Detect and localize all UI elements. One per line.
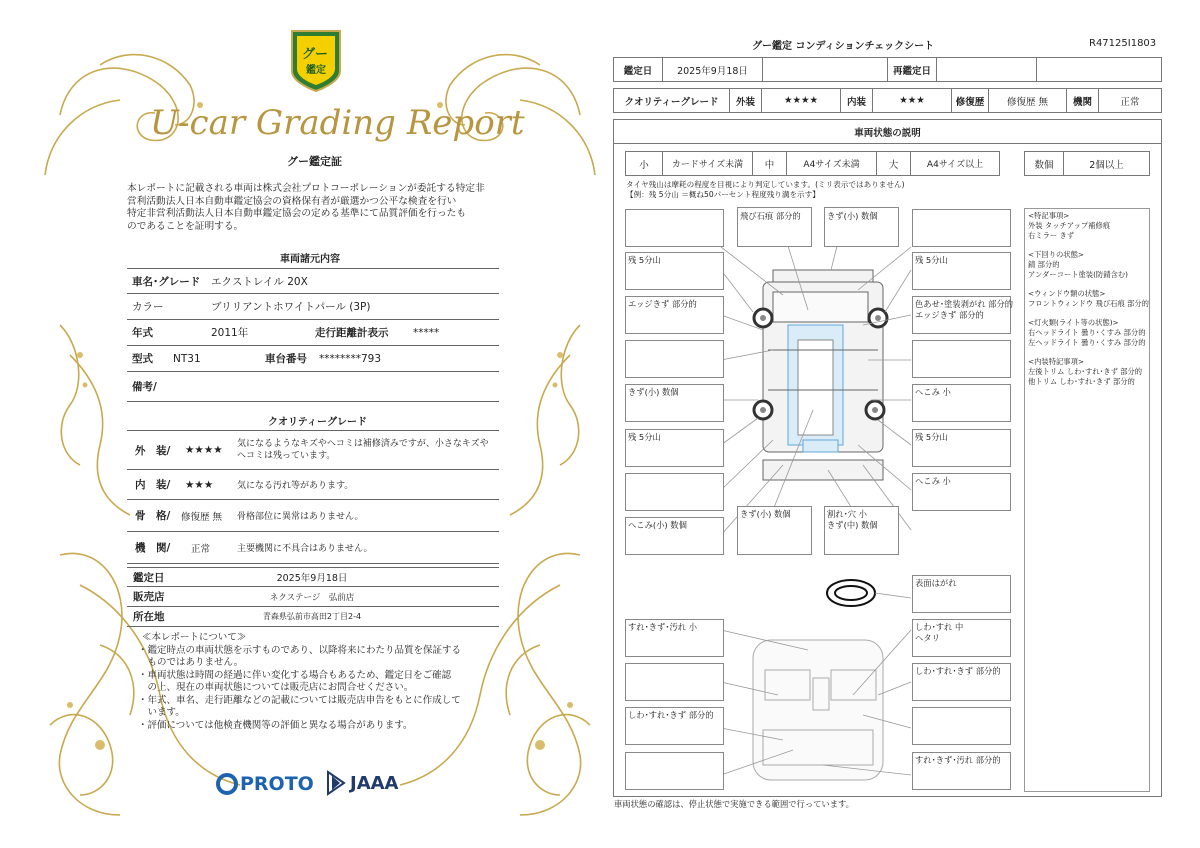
spec-label: 型式 (132, 353, 153, 365)
quality-title: クオリティーグレード (268, 417, 367, 428)
report-title: U-car Grading Report (150, 103, 525, 143)
repair-value: 修復歴 無 (988, 88, 1067, 113)
q-label: 骨 格/ (135, 510, 171, 522)
spec-label: 走行距離計表示 (315, 327, 389, 339)
tire-note-line: 【例：残 5分山 ＝概ね50パーセント程度残り溝を示す】 (626, 190, 820, 199)
spec-value: エクストレイル 20X (211, 275, 308, 288)
label: しわ･すれ･きず 部分的 (915, 666, 1001, 676)
q-text-line: 気になるようなキズやヘコミは補修済みですが、小さなキズや (237, 439, 489, 449)
label: 割れ･穴 小 (827, 509, 867, 519)
legend-l: 大 (876, 151, 911, 176)
i-value: 2025年9月18日 (276, 573, 348, 584)
label: すれ･きず･汚れ 部分的 (915, 755, 1001, 765)
spec-row-model (127, 346, 499, 372)
note-line: ものではありません。 (138, 657, 244, 668)
note-item: 他トリム しわ･すれ･きず 部分的 (1028, 377, 1135, 386)
legend-s-desc: カードサイズ未満 (662, 151, 753, 176)
q-label: 内 装/ (135, 479, 171, 491)
note-title: <内装特記事項> (1028, 357, 1085, 366)
legend-s: 小 (625, 151, 663, 176)
note-line: の上、現在の車両状態については販売店にお問合せください。 (138, 682, 414, 693)
label: エッジきず 部分的 (915, 310, 984, 320)
label: 残 5分山 (628, 255, 661, 265)
q-text-line: ヘコミは残っています。 (237, 451, 336, 461)
label: すれ･きず･汚れ 小 (628, 622, 698, 632)
sheet-title: グー鑑定 コンディションチェックシート (752, 41, 935, 52)
spec-value: ***** (413, 326, 440, 339)
spec-value: NT31 (173, 352, 201, 365)
legend-l-desc: A4サイズ以上 (910, 151, 1000, 176)
int-stars: ★★★ (872, 88, 952, 113)
certificate-line: 本レポートに記載される車両は株式会社プロトコーポレーションが委託する特定非 (127, 183, 485, 194)
legend-m-desc: A4サイズ未満 (786, 151, 877, 176)
label: 飛び石痕 部分的 (740, 211, 801, 221)
label: しわ･すれ･きず 部分的 (628, 710, 714, 720)
ext-box-r1 (912, 209, 1011, 247)
spec-label: 備考/ (132, 381, 157, 393)
int-box-l2 (625, 663, 724, 701)
quality-row-exterior (127, 430, 499, 470)
note-item: アンダーコート塗装(防錆含む) (1028, 270, 1128, 279)
note-line: ・評価については他検査機関等の評価と異なる場合があります。 (138, 719, 413, 731)
note-item: フロントウィンドウ 飛び石痕 部分的 (1028, 299, 1149, 308)
repair-label: 修復歴 (951, 88, 989, 113)
note-line: ・車両状態は時間の経過に伴い変化する場合もあるため、鑑定日をご確認 (138, 669, 452, 681)
logo-text-bottom: 鑑定 (306, 65, 326, 76)
tire-note-line: タイヤ残山は摩耗の程度を目視により判定しています。(ミリ表示ではありません) (626, 180, 905, 189)
inspect-row-date (127, 567, 499, 587)
specs-title: 車両諸元内容 (280, 254, 340, 265)
spec-value: ********793 (319, 352, 382, 365)
sheet-number: R47125I1803 (1089, 38, 1157, 49)
note-line: ・鑑定時点の車両状態を示すものであり、以降将来にわたり品質を保証する (138, 644, 462, 656)
redate-blank (1036, 57, 1162, 82)
quality-row-interior (127, 470, 499, 500)
label: 残 5分山 (915, 255, 948, 265)
label: きず(小) 数個 (827, 211, 878, 221)
count-label: 数個 (1024, 151, 1064, 176)
redate-label: 再鑑定日 (887, 57, 937, 82)
condition-title: 車両状態の説明 (613, 119, 1162, 144)
spec-row-year (127, 320, 499, 346)
note-item: 右ミラー きず (1028, 231, 1075, 240)
q-label: 外 装/ (135, 444, 171, 457)
int-label: 内装 (840, 88, 873, 113)
q-text: 気になる汚れ等があります。 (237, 481, 354, 491)
label: へこみ 小 (915, 387, 951, 397)
q-stars: ★★★ (185, 478, 214, 491)
note-title: <灯火類(ライト等の状態)> (1028, 318, 1119, 327)
sheet-footer: 車両状態の確認は、停止状態で実施できる範囲で行っています。 (614, 799, 854, 809)
note-item: 外装 タッチアップ補修痕 (1028, 221, 1111, 230)
ext-box-l7 (625, 473, 724, 511)
note-title: <ウィンドウ類の状態> (1028, 289, 1106, 298)
tire-note (626, 180, 905, 200)
spec-value: ブリリアントホワイトパール (3P) (211, 301, 371, 313)
label: きず(小) 数個 (628, 387, 679, 397)
spec-row-name (127, 268, 499, 294)
note-item: 左後トリム しわ･すれ･きず 部分的 (1028, 367, 1143, 376)
label: エッジきず 部分的 (628, 299, 697, 309)
jaaa-logo-text: JAAA (350, 773, 399, 794)
jaaa-logo-icon (326, 770, 346, 796)
ext-stars: ★★★★ (761, 88, 841, 113)
spec-label: 車台番号 (265, 353, 307, 365)
int-box-l4 (625, 752, 724, 790)
inspect-row-shop (127, 587, 499, 607)
spec-label: 年式 (132, 327, 153, 339)
spec-label: 車名･グレード (132, 275, 201, 288)
logo-text-top: グー (302, 47, 329, 62)
engine-value: 正常 (1098, 88, 1162, 113)
q-text: 主要機関に不具合はありません。 (237, 544, 373, 554)
certificate-line: 特定非営利活動法人日本自動車鑑定協会の定める基準にて品質評価を行ったも (127, 208, 467, 219)
q-text: 骨格部位に異常はありません。 (237, 512, 364, 522)
note-item: 錆 部分的 (1028, 260, 1060, 269)
spec-label: カラー (132, 301, 164, 313)
proto-logo-text: PROTO (240, 773, 314, 795)
note-line: います。 (138, 707, 185, 718)
label: しわ･すれ 中 (915, 622, 964, 632)
q-label: 機 関/ (135, 542, 171, 554)
label: きず(中) 数個 (827, 520, 878, 530)
date-value: 2025年9月18日 (662, 57, 763, 82)
notes-title: ≪本レポートについて≫ (142, 632, 247, 643)
label: 残 5分山 (628, 432, 661, 442)
date-blank (762, 57, 888, 82)
report-notes (138, 632, 461, 732)
label: ヘタリ (915, 633, 940, 643)
label: へこみ 小 (915, 476, 951, 486)
ext-label: 外装 (729, 88, 762, 113)
i-value: 青森県弘前市高田2丁目2-4 (262, 612, 362, 621)
note-item: 左ヘッドライト 曇り･くすみ 部分的 (1028, 338, 1146, 347)
i-value: ネクステージ 弘前店 (269, 592, 355, 603)
ext-box-r4 (912, 340, 1011, 378)
steering-wheel (827, 580, 875, 606)
certificate-title: グー鑑定証 (287, 155, 342, 168)
label: 残 5分山 (915, 432, 948, 442)
i-label: 所在地 (133, 611, 165, 623)
label: 色あせ･塗装剥がれ 部分的 (915, 299, 1014, 309)
label: へこみ(小) 数個 (628, 520, 687, 530)
engine-label: 機関 (1066, 88, 1099, 113)
proto-logo-icon (216, 773, 238, 795)
spec-row-color (127, 294, 499, 320)
quality-row-frame (127, 500, 499, 532)
note-line: ・年式、車名、走行距離などの記載については販売店申告をもとに作成して (138, 694, 461, 706)
label: 表面はがれ (915, 578, 957, 588)
certificate-text (127, 183, 485, 233)
redate-value (936, 57, 1037, 82)
note-title: <特記事項> (1028, 211, 1070, 220)
int-box-r4 (912, 707, 1011, 745)
quality-row-engine (127, 532, 499, 564)
certificate-line: のであることを証明する。 (127, 220, 244, 232)
note-item: 右ヘッドライト 曇り･くすみ 部分的 (1028, 328, 1146, 337)
i-label: 販売店 (133, 591, 165, 603)
inspect-row-address (127, 607, 499, 627)
ext-box-l4 (625, 340, 724, 378)
q-stars: ★★★★ (185, 444, 223, 456)
q-value: 正常 (191, 543, 211, 555)
label: きず(小) 数個 (740, 509, 791, 519)
spec-row-remarks (127, 372, 499, 402)
count-value: 2個以上 (1063, 151, 1150, 176)
q-text (237, 438, 489, 462)
note-title: <下回りの状態> (1028, 250, 1085, 259)
qg-label: クオリティーグレード (613, 88, 730, 113)
legend-m: 中 (752, 151, 787, 176)
ext-box-l1 (625, 209, 724, 247)
i-label: 鑑定日 (133, 571, 165, 584)
special-notes (1028, 211, 1149, 387)
q-value: 修復歴 無 (181, 511, 223, 523)
certificate-line: 営利活動法人日本自動車鑑定協会の資格保有者が厳選かつ公平な検査を行い (127, 195, 457, 207)
date-label: 鑑定日 (613, 57, 663, 82)
spec-value: 2011年 (211, 327, 249, 339)
